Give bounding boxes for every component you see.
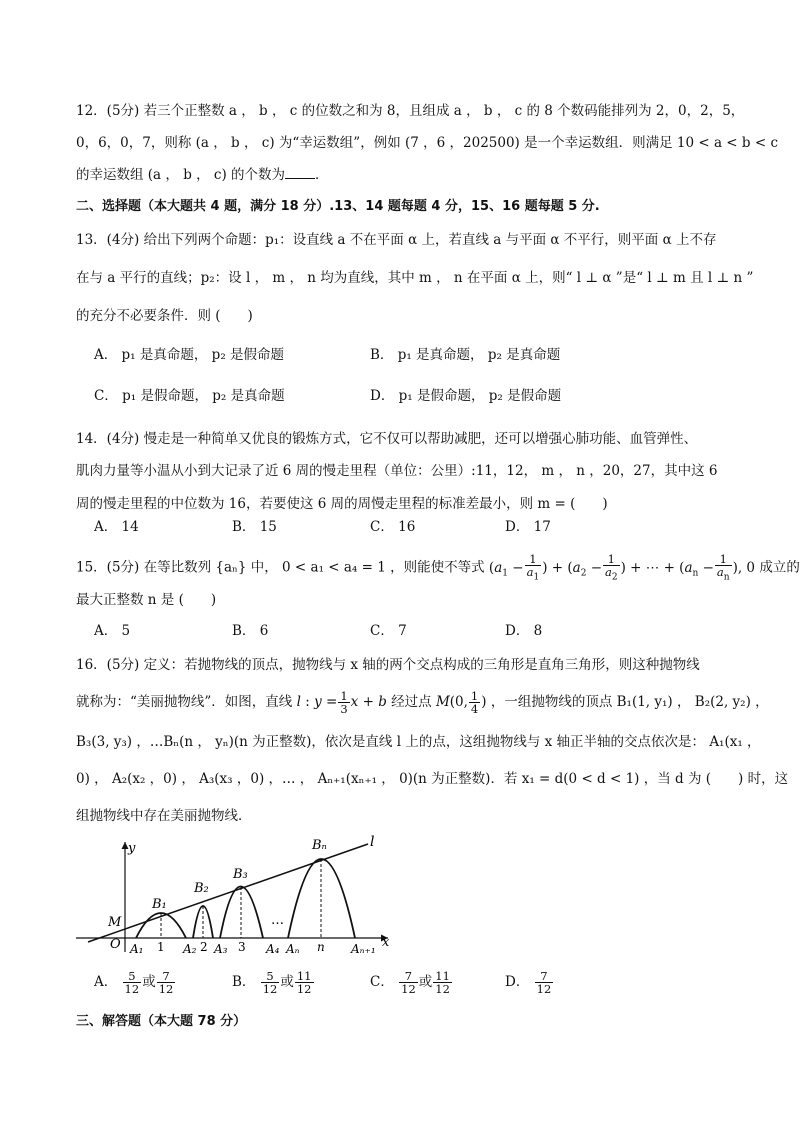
label-o: O	[110, 937, 121, 952]
q14-option-d[interactable]: D． 17	[505, 519, 551, 535]
q16-line-3: B₃(3, y₃) ，…Bₙ(n ， yₙ)(n 为正整数)，依次是直线 l 上的点，这组抛物线与 x 轴正半轴的交点依次是： A₁(x₁ ，	[76, 734, 761, 750]
q12-line-1: 12．(5分) 若三个正整数 a ， b ， c 的位数之和为 8，且组成 a ， b ， c 的 8 个数码能排列为 2，0，2，5，	[76, 103, 745, 119]
q14-line-2: 肌肉力量等小温从小到大记录了近 6 周的慢走里程（单位：公里）:11，12， m ， n ，20，27，其中这 6	[76, 463, 718, 479]
q16-line-2-b: 经过点	[391, 694, 432, 710]
q15-line-1	[76, 553, 800, 583]
q16-option-c[interactable]	[370, 970, 453, 995]
q16-option-d[interactable]	[505, 970, 554, 995]
label-m: M	[108, 915, 122, 930]
q16-d-f1-num: 7	[535, 970, 554, 983]
answer-blank	[285, 166, 315, 179]
q15-line-2: 最大正整数 n 是 ( )	[76, 592, 217, 608]
q16-a-or: 或	[142, 974, 156, 990]
q16-b-f1-num: 5	[261, 970, 280, 983]
label-an1: Aₙ₊₁	[351, 942, 376, 956]
q16-c-f1-den: 12	[401, 982, 416, 996]
q16-b-f2-num: 11	[296, 969, 312, 983]
q14-option-b[interactable]: B． 15	[232, 519, 277, 535]
q12-line-2: 0，6，0，7，则称 (a ， b ， c) 为“幸运数组”，例如 (7 ，6 ，202500) 是一个幸运数组．则满足 10 < a < b < c	[76, 135, 779, 151]
label-an: Aₙ	[286, 942, 300, 956]
q16-a-f2-den: 12	[158, 982, 174, 996]
label-b1: B₁	[152, 897, 167, 912]
q14-line-3: 周的慢走里程的中位数为 16，若要使这 6 周的周慢走里程的标准差最小，则 m = ( )	[76, 496, 608, 512]
q16-b-f1-den: 12	[262, 982, 278, 996]
q16-option-d-label: D．	[505, 974, 530, 990]
q15-line-1-text: 15．(5分) 在等比数列 {aₙ} 中， 0 < a₁ < a₄ = 1 ，则能使不等式	[76, 559, 485, 576]
q15-option-d[interactable]: D． 8	[505, 623, 543, 639]
tick-2: 2	[200, 940, 208, 954]
parabola-figure	[70, 830, 400, 956]
label-x: x	[382, 935, 390, 950]
q16-option-a[interactable]	[94, 970, 176, 995]
q13-option-a[interactable]: A． p₁ 是真命题， p₂ 是假命题	[94, 347, 285, 363]
q15-option-b[interactable]: B． 6	[232, 623, 269, 639]
q16-option-b-label: B．	[232, 974, 256, 990]
point-m: M(0, $\frac{1}{4}$ )	[435, 689, 487, 716]
q16-option-c-label: C．	[370, 974, 394, 990]
q16-d-f1-den: 12	[536, 982, 552, 996]
q13-option-d[interactable]: D． p₁ 是假命题， p₂ 是假命题	[370, 388, 562, 404]
q16-c-f2-num: 11	[435, 969, 450, 983]
label-a2: A₂	[183, 942, 197, 956]
q14-option-a[interactable]: A． 14	[94, 519, 139, 535]
q16-option-a-label: A．	[94, 974, 118, 990]
label-bn: Bₙ	[312, 838, 327, 853]
q16-line-5: 组抛物线中存在美丽抛物线．	[76, 808, 252, 824]
q16-a-f2-num: 7	[157, 970, 176, 983]
label-a4: A₄	[266, 942, 280, 956]
q13-line-3: 的充分不必要条件．则 ( )	[76, 308, 253, 324]
q16-line-2-c: ，一组抛物线的顶点 B₁(1, y₁) ， B₂(2, y₂) ，	[490, 694, 769, 710]
tick-3: 3	[238, 940, 246, 954]
label-l: l	[370, 834, 375, 850]
q13-line-2: 在与 a 平行的直线；p₂：设 l ， m ， n 均为直线，其中 m ， n 在平面 α 上，则“ l ⊥ α ”是“ l ⊥ m 且 l ⊥ n ”	[76, 270, 754, 286]
q15-inequality: ($a_1$ − $\frac{1}{a_1}$ ) + ($a_2$ − $\frac{1}{a_2}$ ) + ⋯ + ($a_n$ − $\frac{1}{a_n}$ ), 0	[488, 552, 756, 583]
q15-option-c[interactable]: C． 7	[370, 623, 407, 639]
q15-option-a[interactable]: A． 5	[94, 623, 131, 639]
label-b3: B₃	[233, 867, 248, 882]
q16-option-b[interactable]	[232, 970, 315, 995]
q16-line-4: 0) ， A₂(x₂ ，0) ， A₃(x₃ ，0) ，… ， Aₙ₊₁(xₙ₊₁ ， 0)(n 为正整数)．若 x₁ = d(0 < d < 1) ，当 d 为 ( ) 时，这	[76, 771, 789, 787]
q12-line-3: 的幸运数组 (a ， b ， c) 的个数为 ．	[76, 167, 329, 183]
q16-c-f2-den: 12	[435, 982, 450, 996]
q13-option-c[interactable]: C． p₁ 是假命题， p₂ 是真命题	[94, 388, 285, 404]
label-a3: A₃	[214, 942, 228, 956]
q16-c-f1-num: 7	[399, 970, 418, 983]
label-dots: …	[271, 913, 284, 928]
q16-line-2-a: 就称为：“美丽抛物线”．如图，直线	[76, 694, 293, 710]
tick-n: n	[317, 940, 325, 954]
q16-a-f1-den: 12	[124, 982, 140, 996]
q16-line-1: 16．(5分) 定义：若抛物线的顶点，抛物线与 x 轴的两个交点构成的三角形是直角三角形，则这种抛物线	[76, 657, 700, 673]
section-3-title: 三、解答题（本大题 78 分）	[76, 1014, 247, 1029]
label-b2: B₂	[194, 881, 209, 896]
section-2-title: 二、选择题（本大题共 4 题，满分 18 分）.13、14 题每题 4 分，15、16 题每题 5 分.	[76, 199, 600, 214]
q12-line-3-text: 的幸运数组 (a ， b ， c) 的个数为	[76, 167, 286, 183]
line-equation: l : y = $\frac{1}{3}$ x + b	[296, 689, 387, 716]
q16-a-f1-num: 5	[123, 970, 142, 983]
q15-line-1-end: 成立的	[759, 559, 800, 576]
q16-b-f2-den: 12	[296, 982, 312, 996]
line-l	[88, 844, 368, 942]
q13-option-b[interactable]: B． p₁ 是真命题， p₂ 是真命题	[370, 347, 561, 363]
q16-c-or: 或	[418, 974, 433, 990]
q13-line-1: 13．(4分) 给出下列两个命题：p₁：设直线 a 不在平面 α 上，若直线 a 与平面 α 不平行，则平面 α 上不存	[76, 232, 717, 248]
q14-line-1: 14．(4分) 慢走是一种简单又优良的锻炼方式，它不仅可以帮助减肥，还可以增强心肺功能、血管弹性、	[76, 431, 698, 447]
q16-b-or: 或	[280, 974, 294, 990]
label-a1: A₁	[130, 942, 144, 956]
q16-line-2	[76, 690, 769, 715]
tick-1: 1	[157, 940, 165, 954]
q14-option-c[interactable]: C． 16	[370, 519, 416, 535]
label-y: y	[128, 841, 136, 856]
